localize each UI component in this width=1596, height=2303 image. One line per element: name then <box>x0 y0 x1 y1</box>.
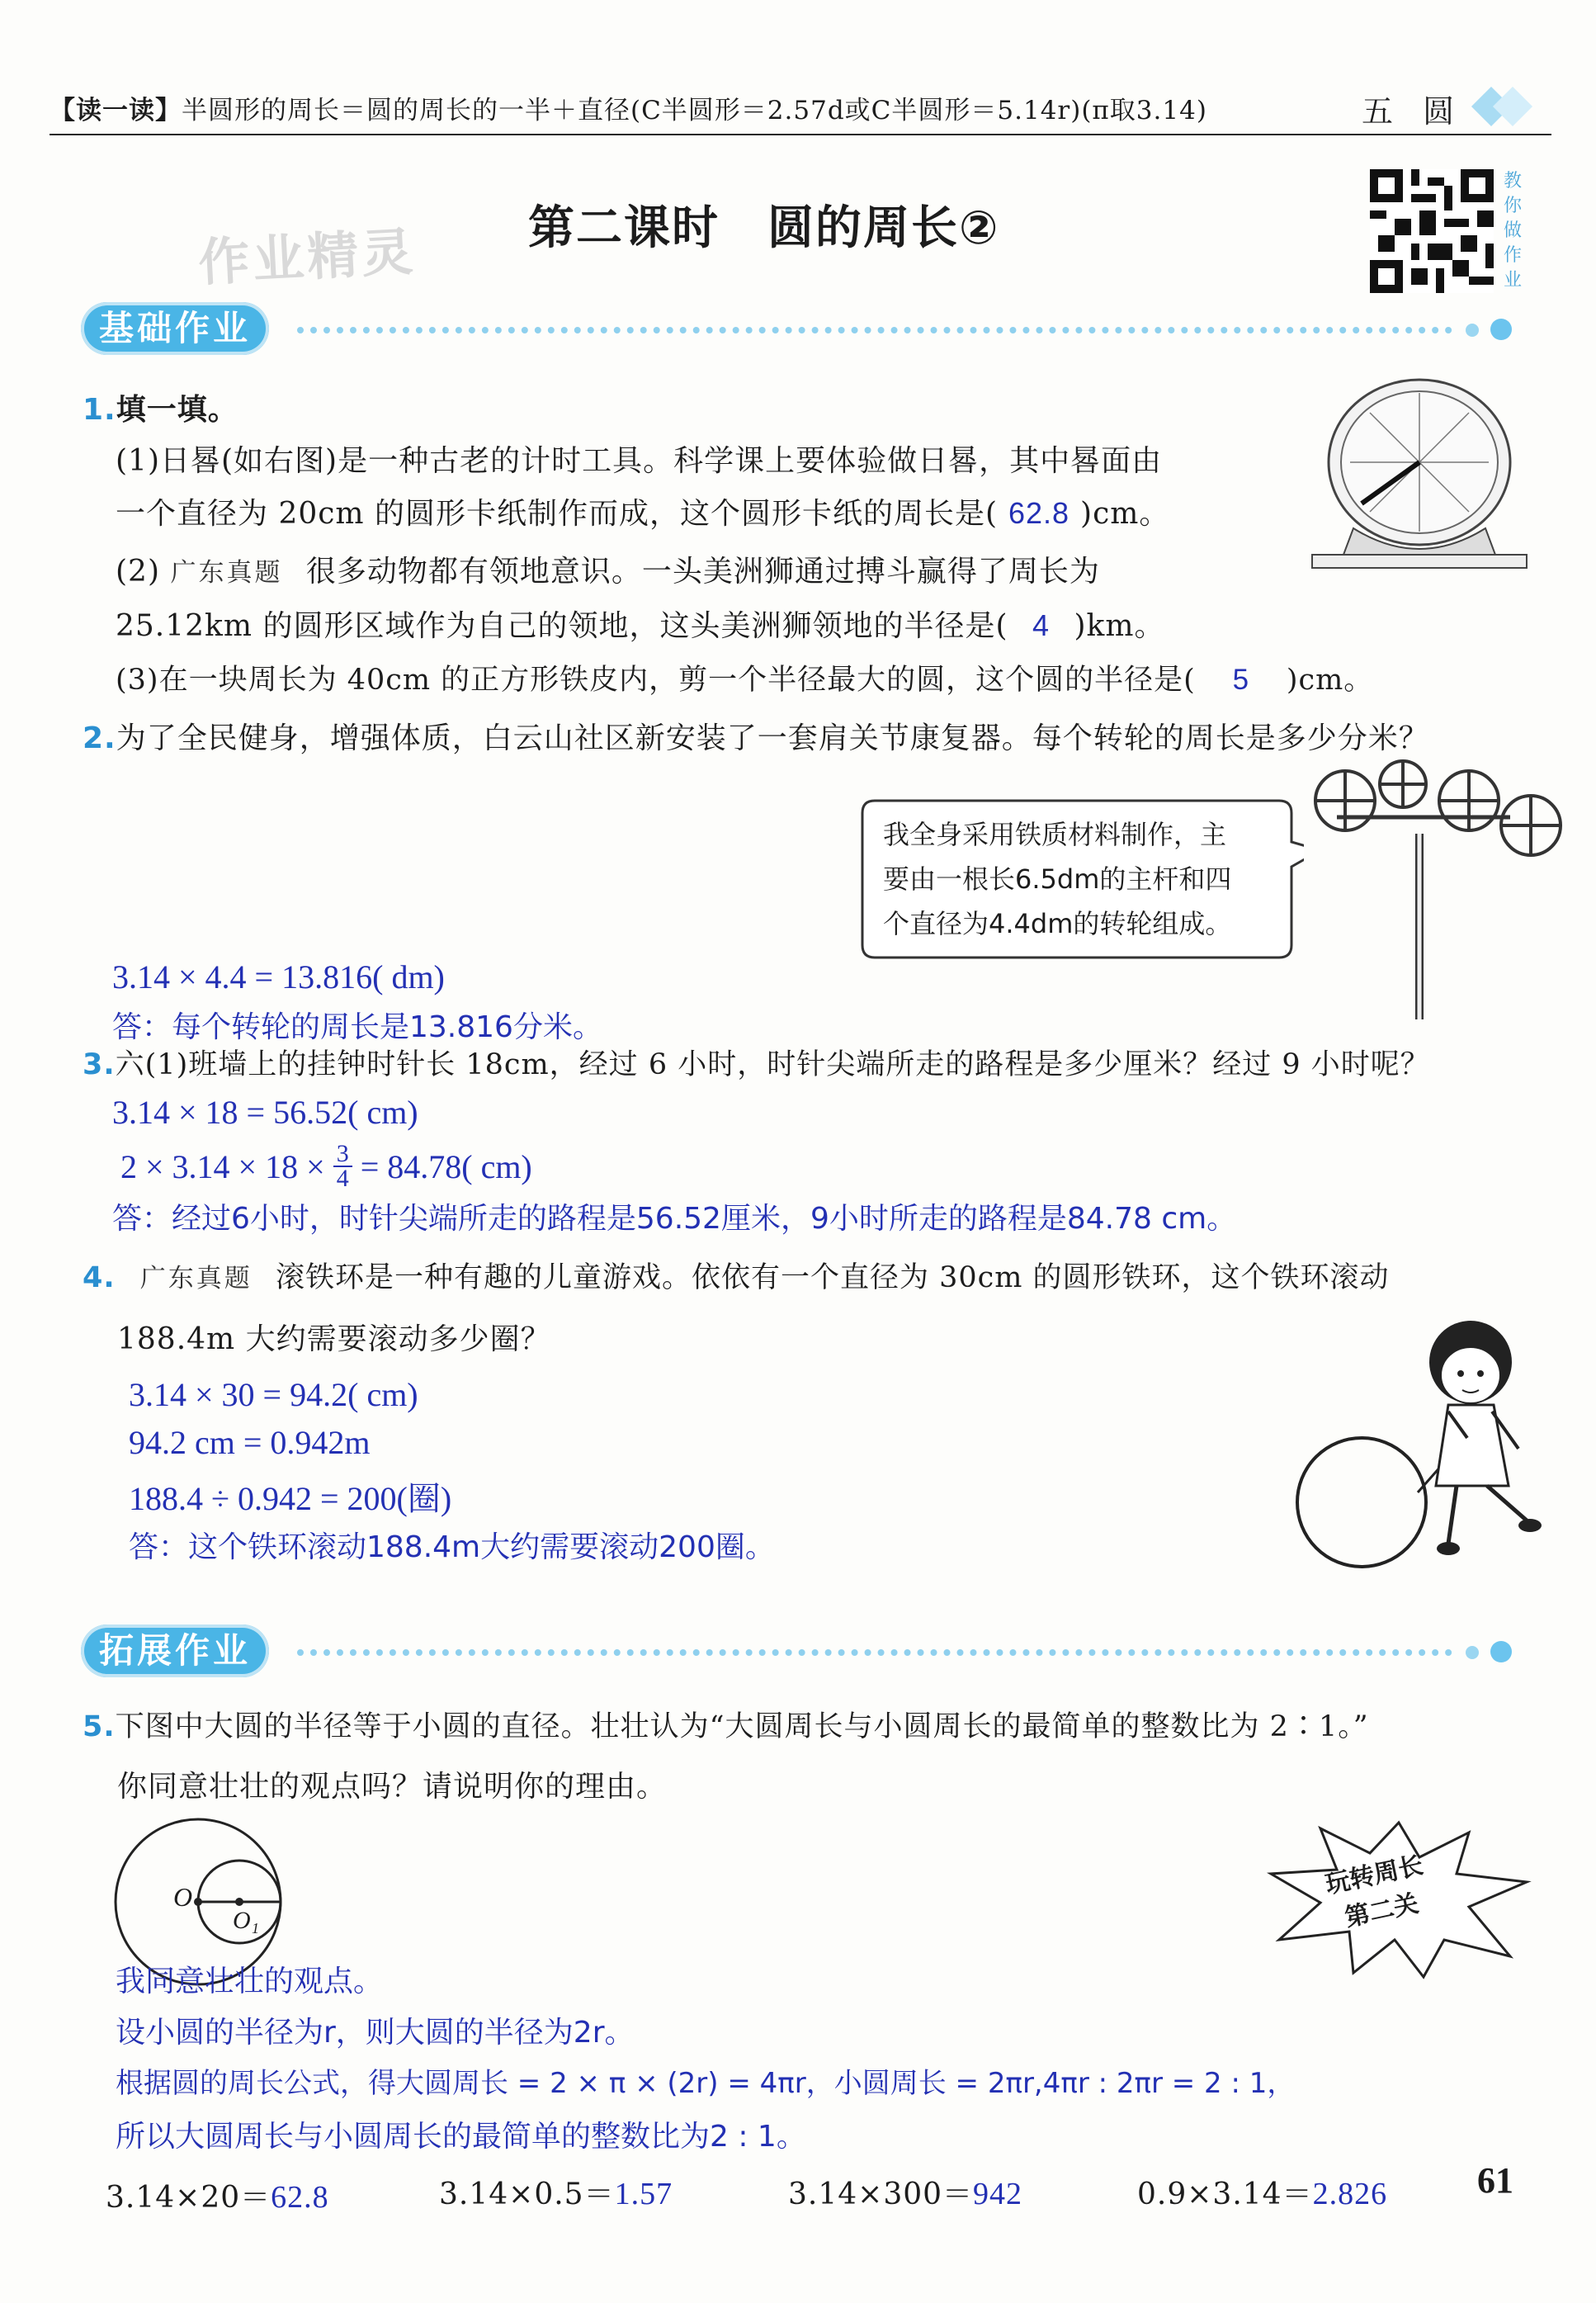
divider-dot <box>1466 324 1479 337</box>
q1-p2-answer: 4 <box>1032 608 1051 642</box>
girl-hoop-illustration <box>1279 1304 1551 1568</box>
q1-p2-unit: )km。 <box>1074 609 1165 643</box>
divider-dot-big <box>1490 319 1512 340</box>
header-rule <box>50 134 1551 135</box>
footer-calc-2 <box>439 2171 673 2213</box>
q1-p3-unit: )cm。 <box>1286 664 1374 697</box>
q5-text1: 下图中大圆的半径等于小圆的直径。壮壮认为“大圆周长与小圆周长的最简单的整数比为 2∶1。” <box>115 1710 1369 1743</box>
bubble-line-1: 我全身采用铁质材料制作，主 <box>883 819 1227 850</box>
q4-line2: 188.4m 大约需要滚动多少圈？ <box>117 1322 551 1356</box>
q4-tag: 广东真题 <box>139 1264 253 1293</box>
bubble-line-3: 个直径为4.4dm的转轮组成。 <box>883 908 1232 939</box>
q5-answer-2: 设小圆的半径为r，则大圆的半径为2r。 <box>116 2016 635 2050</box>
q3-text: 六(1)班墙上的挂钟时针长 18cm，经过 6 小时，时针尖端所走的路程是多少厘米？经过 9 小时呢？ <box>115 1048 1430 1081</box>
q1-p2-index: (2) <box>116 555 160 589</box>
page-title: 第二课时 圆的周长② <box>528 201 1000 255</box>
q4-answer-calc1: 3.14 × 30 = 94.2( cm) <box>129 1376 418 1413</box>
star-line-2: 第二关 <box>1342 1889 1422 1933</box>
section-basic-badge: 基础作业 <box>81 302 269 355</box>
q1-p2-text: 很多动物都有领地意识。一头美洲狮通过搏斗赢得了周长为 <box>305 555 1100 589</box>
q5-answer-1: 我同意壮壮的观点。 <box>116 1965 384 1998</box>
q2-answer-text: 答：每个转轮的周长是13.816分米。 <box>112 1010 602 1044</box>
q2-text: 为了全民健身，增强体质，白云山社区新安装了一套肩关节康复器。每个转轮的周长是多少分米？ <box>116 721 1429 755</box>
q4-answer-calc3: 188.4 ÷ 0.942 = 200(圈) <box>129 1480 452 1517</box>
q1-p1-unit: )cm。 <box>1080 497 1170 531</box>
q2-answer-calc: 3.14 × 4.4 = 13.816( dm) <box>112 958 445 995</box>
q4-text1: 滚铁环是一种有趣的儿童游戏。依依有一个直径为 30cm 的圆形铁环，这个铁环滚动 <box>275 1261 1390 1294</box>
calc2-answer: 1.57 <box>614 2177 673 2211</box>
calc3-answer: 942 <box>973 2177 1023 2211</box>
qr-code-icon[interactable] <box>1370 169 1494 293</box>
q3-answer-text: 答：经过6小时，时针尖端所走的路程是56.52厘米，9小时所走的路程是84.78 cm。 <box>112 1202 1237 1236</box>
calc2-question: 3.14×0.5＝ <box>439 2178 615 2211</box>
page-number: 61 <box>1477 2160 1513 2201</box>
read-text: 半圆形的周长＝圆的周长的一半＋直径(C半圆形＝2.57d或C半圆形＝5.14r)(π取3.14) <box>182 96 1207 125</box>
q4-answer-calc2: 94.2 cm = 0.942m <box>129 1424 371 1461</box>
q3-calc2-pre: 2 × 3.14 × 18 × <box>120 1147 325 1185</box>
bubble-text <box>883 812 1231 946</box>
footer-calc-3 <box>788 2171 1022 2213</box>
q1-p3 <box>116 657 1373 698</box>
q1-heading <box>83 386 238 428</box>
q3-fraction <box>333 1142 352 1190</box>
star-line-1: 玩转周长 <box>1322 1851 1426 1900</box>
q4-answer-text: 答：这个铁环滚动188.4m大约需要滚动200圈。 <box>129 1530 775 1564</box>
shoulder-wheel-illustration <box>1296 759 1568 1032</box>
q1-number: 1. <box>83 393 116 427</box>
calc1-question: 3.14×20＝ <box>106 2181 272 2215</box>
q5-line2: 你同意壮壮的观点吗？请说明你的理由。 <box>117 1770 668 1804</box>
q1-p1-answer: 62.8 <box>1008 496 1070 530</box>
q1-p2-line1 <box>116 548 1100 590</box>
q1-p1-text: 一个直径为 20cm 的圆形卡纸制作而成，这个圆形卡纸的周长是( <box>116 497 999 531</box>
read-tag: 【读一读】 <box>50 96 182 125</box>
calc3-question: 3.14×300＝ <box>788 2178 974 2211</box>
read-tip <box>50 89 1207 126</box>
q1-p1-line1: (1)日晷(如右图)是一种古老的计时工具。科学课上要体验做日晷，其中晷面由 <box>116 444 1163 478</box>
q1-p3-answer: 5 <box>1232 664 1250 696</box>
q1-p3-text: (3)在一块周长为 40cm 的正方形铁皮内，剪一个半径最大的圆，这个圆的半径是( <box>116 664 1196 697</box>
q2-number: 2. <box>83 721 116 755</box>
section-divider <box>297 327 1452 342</box>
q5-answer-3: 根据圆的周长公式，得大圆周长 = 2 × π × (2r) = 4πr，小圆周长 = 2πr,4πr : 2πr = 2 : 1， <box>116 2067 1296 2100</box>
divider-dot-2 <box>1466 1646 1479 1659</box>
q3-question <box>83 1042 1430 1083</box>
watermark: 作业精灵 <box>196 221 418 293</box>
q1-p2-line2 <box>116 603 1165 645</box>
divider-dot-big-2 <box>1490 1641 1512 1662</box>
label-o1: O₁ <box>233 1907 260 1934</box>
unit-diamond-icon-2 <box>1493 87 1532 126</box>
q1-title: 填一填。 <box>116 393 238 427</box>
footer-calc-1 <box>106 2174 329 2216</box>
label-o: O <box>173 1882 193 1912</box>
q2-question <box>83 715 1429 757</box>
sundial-illustration <box>1304 371 1535 578</box>
q5-number: 5. <box>83 1710 116 1743</box>
q3-calc2-post: = 84.78( cm) <box>360 1147 532 1185</box>
section-divider-2 <box>297 1649 1452 1664</box>
q5-answer-4: 所以大圆周长与小圆周长的最简单的整数比为2 : 1。 <box>116 2120 806 2154</box>
q3-answer-calc2 <box>120 1142 532 1190</box>
calc4-question: 0.9×3.14＝ <box>1137 2178 1313 2211</box>
q1-p2-tag: 广东真题 <box>170 558 283 588</box>
bubble-line-2: 要由一根长6.5dm的主杆和四 <box>883 863 1232 895</box>
section-extend-badge: 拓展作业 <box>81 1624 269 1677</box>
calc1-answer: 62.8 <box>271 2180 329 2215</box>
unit-label: 五 圆 <box>1362 93 1465 130</box>
q5-line1 <box>83 1704 1369 1745</box>
q4-line1 <box>83 1255 1390 1296</box>
q3-number: 3. <box>83 1048 116 1081</box>
calc4-answer: 2.826 <box>1312 2177 1388 2211</box>
q1-p2-text2: 25.12km 的圆形区域作为自己的领地，这头美洲狮领地的半径是( <box>116 609 1008 643</box>
q3-fraction-num: 3 <box>333 1142 352 1167</box>
q4-number: 4. <box>83 1261 116 1294</box>
footer-calc-4 <box>1137 2171 1387 2213</box>
q3-fraction-den: 4 <box>336 1165 349 1192</box>
q1-p1-line2 <box>116 490 1169 532</box>
q3-answer-calc1: 3.14 × 18 = 56.52( cm) <box>112 1094 418 1131</box>
qr-caption: 教你做作业 <box>1504 171 1523 291</box>
